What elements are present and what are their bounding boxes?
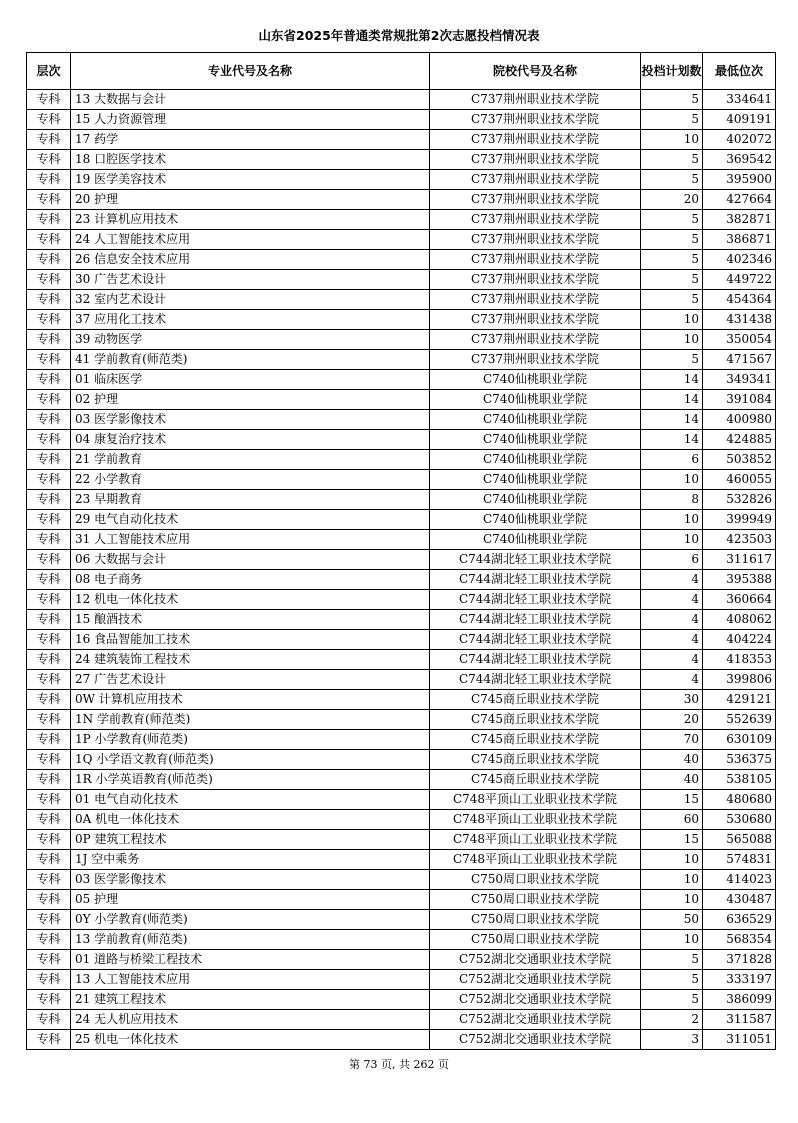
admission-table xyxy=(26,52,776,1050)
cell-min-rank: 536375 xyxy=(703,750,776,770)
cell-level: 专科 xyxy=(27,170,71,190)
cell-plan: 15 xyxy=(641,790,703,810)
table-row xyxy=(27,750,776,770)
cell-min-rank: 574831 xyxy=(703,850,776,870)
table-row xyxy=(27,390,776,410)
cell-major: 25 机电一体化技术 xyxy=(71,1030,430,1050)
table-row xyxy=(27,1030,776,1050)
cell-min-rank: 399806 xyxy=(703,670,776,690)
cell-plan: 40 xyxy=(641,770,703,790)
table-row xyxy=(27,970,776,990)
cell-major: 30 广告艺术设计 xyxy=(71,270,430,290)
cell-level: 专科 xyxy=(27,90,71,110)
cell-level: 专科 xyxy=(27,830,71,850)
cell-major: 24 建筑装饰工程技术 xyxy=(71,650,430,670)
cell-plan: 5 xyxy=(641,290,703,310)
cell-min-rank: 471567 xyxy=(703,350,776,370)
cell-plan: 14 xyxy=(641,370,703,390)
table-row xyxy=(27,270,776,290)
cell-school: C750周口职业技术学院 xyxy=(430,870,641,890)
cell-level: 专科 xyxy=(27,670,71,690)
table-row xyxy=(27,770,776,790)
cell-level: 专科 xyxy=(27,950,71,970)
cell-major: 22 小学教育 xyxy=(71,470,430,490)
cell-min-rank: 386099 xyxy=(703,990,776,1010)
cell-min-rank: 424885 xyxy=(703,430,776,450)
cell-min-rank: 382871 xyxy=(703,210,776,230)
cell-plan: 10 xyxy=(641,330,703,350)
cell-school: C740仙桃职业学院 xyxy=(430,490,641,510)
cell-level: 专科 xyxy=(27,130,71,150)
table-row xyxy=(27,210,776,230)
cell-school: C745商丘职业技术学院 xyxy=(430,770,641,790)
cell-level: 专科 xyxy=(27,610,71,630)
table-row xyxy=(27,370,776,390)
table-row xyxy=(27,350,776,370)
cell-major: 06 大数据与会计 xyxy=(71,550,430,570)
cell-plan: 5 xyxy=(641,90,703,110)
cell-level: 专科 xyxy=(27,150,71,170)
cell-plan: 6 xyxy=(641,450,703,470)
cell-major: 1P 小学教育(师范类) xyxy=(71,730,430,750)
cell-plan: 5 xyxy=(641,250,703,270)
cell-school: C737荆州职业技术学院 xyxy=(430,330,641,350)
table-row xyxy=(27,790,776,810)
cell-school: C737荆州职业技术学院 xyxy=(430,90,641,110)
table-row xyxy=(27,890,776,910)
cell-school: C744湖北轻工职业技术学院 xyxy=(430,670,641,690)
table-row xyxy=(27,250,776,270)
table-row xyxy=(27,530,776,550)
cell-plan: 6 xyxy=(641,550,703,570)
cell-level: 专科 xyxy=(27,410,71,430)
cell-plan: 4 xyxy=(641,670,703,690)
cell-school: C752湖北交通职业技术学院 xyxy=(430,1010,641,1030)
cell-school: C748平顶山工业职业技术学院 xyxy=(430,810,641,830)
cell-school: C750周口职业技术学院 xyxy=(430,910,641,930)
cell-school: C750周口职业技术学院 xyxy=(430,890,641,910)
cell-min-rank: 431438 xyxy=(703,310,776,330)
cell-min-rank: 460055 xyxy=(703,470,776,490)
cell-plan: 14 xyxy=(641,390,703,410)
table-row xyxy=(27,950,776,970)
cell-major: 1Q 小学语文教育(师范类) xyxy=(71,750,430,770)
table-row xyxy=(27,570,776,590)
cell-plan: 10 xyxy=(641,850,703,870)
cell-plan: 4 xyxy=(641,610,703,630)
cell-major: 21 学前教育 xyxy=(71,450,430,470)
cell-major: 03 医学影像技术 xyxy=(71,870,430,890)
cell-major: 26 信息安全技术应用 xyxy=(71,250,430,270)
cell-major: 24 无人机应用技术 xyxy=(71,1010,430,1030)
cell-min-rank: 630109 xyxy=(703,730,776,750)
cell-plan: 10 xyxy=(641,510,703,530)
cell-level: 专科 xyxy=(27,690,71,710)
cell-major: 13 人工智能技术应用 xyxy=(71,970,430,990)
cell-level: 专科 xyxy=(27,310,71,330)
cell-major: 37 应用化工技术 xyxy=(71,310,430,330)
cell-plan: 15 xyxy=(641,830,703,850)
cell-min-rank: 480680 xyxy=(703,790,776,810)
cell-min-rank: 532826 xyxy=(703,490,776,510)
cell-level: 专科 xyxy=(27,1010,71,1030)
cell-level: 专科 xyxy=(27,430,71,450)
cell-level: 专科 xyxy=(27,530,71,550)
cell-major: 01 电气自动化技术 xyxy=(71,790,430,810)
cell-level: 专科 xyxy=(27,870,71,890)
header-plan: 投档计划数 xyxy=(641,53,703,90)
cell-school: C752湖北交通职业技术学院 xyxy=(430,970,641,990)
cell-school: C744湖北轻工职业技术学院 xyxy=(430,630,641,650)
cell-min-rank: 503852 xyxy=(703,450,776,470)
cell-level: 专科 xyxy=(27,110,71,130)
cell-level: 专科 xyxy=(27,390,71,410)
table-row xyxy=(27,90,776,110)
table-row xyxy=(27,470,776,490)
cell-level: 专科 xyxy=(27,550,71,570)
cell-school: C740仙桃职业学院 xyxy=(430,390,641,410)
cell-level: 专科 xyxy=(27,470,71,490)
cell-plan: 5 xyxy=(641,170,703,190)
cell-min-rank: 391084 xyxy=(703,390,776,410)
cell-major: 23 计算机应用技术 xyxy=(71,210,430,230)
table-row xyxy=(27,630,776,650)
cell-min-rank: 395388 xyxy=(703,570,776,590)
cell-level: 专科 xyxy=(27,350,71,370)
cell-min-rank: 360664 xyxy=(703,590,776,610)
cell-major: 1R 小学英语教育(师范类) xyxy=(71,770,430,790)
table-row xyxy=(27,930,776,950)
cell-plan: 20 xyxy=(641,190,703,210)
cell-min-rank: 333197 xyxy=(703,970,776,990)
cell-school: C748平顶山工业职业技术学院 xyxy=(430,790,641,810)
cell-school: C737荆州职业技术学院 xyxy=(430,290,641,310)
cell-min-rank: 334641 xyxy=(703,90,776,110)
table-row xyxy=(27,110,776,130)
cell-major: 01 道路与桥梁工程技术 xyxy=(71,950,430,970)
cell-school: C745商丘职业技术学院 xyxy=(430,710,641,730)
table-row xyxy=(27,150,776,170)
table-row xyxy=(27,310,776,330)
table-row xyxy=(27,490,776,510)
table-body xyxy=(27,90,776,1050)
cell-plan: 5 xyxy=(641,350,703,370)
cell-plan: 10 xyxy=(641,530,703,550)
cell-plan: 5 xyxy=(641,210,703,230)
table-row xyxy=(27,610,776,630)
cell-level: 专科 xyxy=(27,930,71,950)
cell-school: C737荆州职业技术学院 xyxy=(430,350,641,370)
cell-plan: 4 xyxy=(641,570,703,590)
table-row xyxy=(27,450,776,470)
cell-plan: 20 xyxy=(641,710,703,730)
cell-min-rank: 399949 xyxy=(703,510,776,530)
cell-school: C740仙桃职业学院 xyxy=(430,430,641,450)
cell-min-rank: 404224 xyxy=(703,630,776,650)
cell-school: C745商丘职业技术学院 xyxy=(430,750,641,770)
cell-min-rank: 409191 xyxy=(703,110,776,130)
cell-school: C737荆州职业技术学院 xyxy=(430,250,641,270)
page-title: 山东省2025年普通类常规批第2次志愿投档情况表 xyxy=(258,28,540,43)
cell-min-rank: 311587 xyxy=(703,1010,776,1030)
cell-major: 13 大数据与会计 xyxy=(71,90,430,110)
cell-plan: 10 xyxy=(641,470,703,490)
table-row xyxy=(27,910,776,930)
cell-major: 31 人工智能技术应用 xyxy=(71,530,430,550)
cell-major: 23 早期教育 xyxy=(71,490,430,510)
cell-level: 专科 xyxy=(27,710,71,730)
cell-min-rank: 311617 xyxy=(703,550,776,570)
table-row xyxy=(27,410,776,430)
cell-plan: 5 xyxy=(641,150,703,170)
table-row xyxy=(27,870,776,890)
cell-school: C737荆州职业技术学院 xyxy=(430,210,641,230)
cell-level: 专科 xyxy=(27,770,71,790)
cell-plan: 30 xyxy=(641,690,703,710)
cell-school: C750周口职业技术学院 xyxy=(430,930,641,950)
cell-level: 专科 xyxy=(27,850,71,870)
cell-plan: 3 xyxy=(641,1030,703,1050)
cell-level: 专科 xyxy=(27,450,71,470)
cell-min-rank: 400980 xyxy=(703,410,776,430)
cell-major: 0W 计算机应用技术 xyxy=(71,690,430,710)
cell-level: 专科 xyxy=(27,970,71,990)
cell-plan: 70 xyxy=(641,730,703,750)
cell-school: C745商丘职业技术学院 xyxy=(430,690,641,710)
cell-school: C740仙桃职业学院 xyxy=(430,530,641,550)
cell-school: C752湖北交通职业技术学院 xyxy=(430,950,641,970)
cell-min-rank: 568354 xyxy=(703,930,776,950)
cell-min-rank: 423503 xyxy=(703,530,776,550)
cell-plan: 10 xyxy=(641,130,703,150)
cell-major: 16 食品智能加工技术 xyxy=(71,630,430,650)
cell-min-rank: 402346 xyxy=(703,250,776,270)
cell-plan: 60 xyxy=(641,810,703,830)
cell-major: 21 建筑工程技术 xyxy=(71,990,430,1010)
cell-major: 27 广告艺术设计 xyxy=(71,670,430,690)
table-row xyxy=(27,650,776,670)
cell-major: 0Y 小学教育(师范类) xyxy=(71,910,430,930)
cell-min-rank: 636529 xyxy=(703,910,776,930)
cell-min-rank: 395900 xyxy=(703,170,776,190)
table-row xyxy=(27,330,776,350)
cell-plan: 4 xyxy=(641,630,703,650)
cell-major: 20 护理 xyxy=(71,190,430,210)
cell-min-rank: 408062 xyxy=(703,610,776,630)
cell-school: C744湖北轻工职业技术学院 xyxy=(430,550,641,570)
page-footer: 第 73 页, 共 262 页 xyxy=(349,1058,449,1071)
cell-major: 0A 机电一体化技术 xyxy=(71,810,430,830)
cell-school: C748平顶山工业职业技术学院 xyxy=(430,850,641,870)
cell-major: 17 药学 xyxy=(71,130,430,150)
cell-min-rank: 565088 xyxy=(703,830,776,850)
cell-min-rank: 311051 xyxy=(703,1030,776,1050)
cell-major: 15 人力资源管理 xyxy=(71,110,430,130)
cell-plan: 14 xyxy=(641,410,703,430)
cell-major: 1J 空中乘务 xyxy=(71,850,430,870)
cell-min-rank: 430487 xyxy=(703,890,776,910)
header-major: 专业代号及名称 xyxy=(71,53,430,90)
cell-plan: 10 xyxy=(641,930,703,950)
cell-school: C737荆州职业技术学院 xyxy=(430,310,641,330)
cell-school: C748平顶山工业职业技术学院 xyxy=(430,830,641,850)
table-row xyxy=(27,670,776,690)
cell-min-rank: 427664 xyxy=(703,190,776,210)
table-row xyxy=(27,850,776,870)
cell-min-rank: 454364 xyxy=(703,290,776,310)
cell-level: 专科 xyxy=(27,630,71,650)
cell-major: 24 人工智能技术应用 xyxy=(71,230,430,250)
cell-major: 32 室内艺术设计 xyxy=(71,290,430,310)
cell-min-rank: 418353 xyxy=(703,650,776,670)
cell-level: 专科 xyxy=(27,190,71,210)
cell-school: C744湖北轻工职业技术学院 xyxy=(430,590,641,610)
table-row xyxy=(27,550,776,570)
cell-major: 04 康复治疗技术 xyxy=(71,430,430,450)
cell-school: C752湖北交通职业技术学院 xyxy=(430,1030,641,1050)
table-row xyxy=(27,170,776,190)
cell-min-rank: 449722 xyxy=(703,270,776,290)
cell-school: C737荆州职业技术学院 xyxy=(430,190,641,210)
cell-min-rank: 371828 xyxy=(703,950,776,970)
cell-min-rank: 552639 xyxy=(703,710,776,730)
cell-major: 02 护理 xyxy=(71,390,430,410)
cell-school: C737荆州职业技术学院 xyxy=(430,130,641,150)
table-row xyxy=(27,830,776,850)
cell-plan: 40 xyxy=(641,750,703,770)
cell-min-rank: 414023 xyxy=(703,870,776,890)
cell-school: C740仙桃职业学院 xyxy=(430,450,641,470)
cell-major: 41 学前教育(师范类) xyxy=(71,350,430,370)
cell-min-rank: 386871 xyxy=(703,230,776,250)
cell-major: 13 学前教育(师范类) xyxy=(71,930,430,950)
header-min-rank: 最低位次 xyxy=(703,53,776,90)
cell-major: 19 医学美容技术 xyxy=(71,170,430,190)
cell-min-rank: 538105 xyxy=(703,770,776,790)
cell-major: 39 动物医学 xyxy=(71,330,430,350)
cell-major: 1N 学前教育(师范类) xyxy=(71,710,430,730)
cell-plan: 2 xyxy=(641,1010,703,1030)
cell-school: C745商丘职业技术学院 xyxy=(430,730,641,750)
cell-plan: 5 xyxy=(641,230,703,250)
table-row xyxy=(27,430,776,450)
cell-level: 专科 xyxy=(27,650,71,670)
cell-school: C744湖北轻工职业技术学院 xyxy=(430,650,641,670)
cell-level: 专科 xyxy=(27,890,71,910)
cell-plan: 10 xyxy=(641,310,703,330)
cell-major: 18 口腔医学技术 xyxy=(71,150,430,170)
cell-school: C744湖北轻工职业技术学院 xyxy=(430,570,641,590)
cell-level: 专科 xyxy=(27,590,71,610)
table-row xyxy=(27,130,776,150)
cell-major: 01 临床医学 xyxy=(71,370,430,390)
cell-school: C737荆州职业技术学院 xyxy=(430,150,641,170)
cell-plan: 5 xyxy=(641,990,703,1010)
cell-level: 专科 xyxy=(27,370,71,390)
cell-level: 专科 xyxy=(27,730,71,750)
cell-plan: 14 xyxy=(641,430,703,450)
cell-major: 29 电气自动化技术 xyxy=(71,510,430,530)
cell-major: 05 护理 xyxy=(71,890,430,910)
cell-min-rank: 402072 xyxy=(703,130,776,150)
cell-major: 15 酿酒技术 xyxy=(71,610,430,630)
cell-min-rank: 350054 xyxy=(703,330,776,350)
cell-level: 专科 xyxy=(27,210,71,230)
cell-min-rank: 369542 xyxy=(703,150,776,170)
cell-major: 03 医学影像技术 xyxy=(71,410,430,430)
cell-school: C740仙桃职业学院 xyxy=(430,470,641,490)
cell-level: 专科 xyxy=(27,510,71,530)
cell-major: 08 电子商务 xyxy=(71,570,430,590)
table-row xyxy=(27,810,776,830)
cell-level: 专科 xyxy=(27,790,71,810)
cell-level: 专科 xyxy=(27,570,71,590)
cell-school: C737荆州职业技术学院 xyxy=(430,110,641,130)
cell-plan: 8 xyxy=(641,490,703,510)
table-row xyxy=(27,290,776,310)
table-row xyxy=(27,190,776,210)
header-level: 层次 xyxy=(27,53,71,90)
table-row xyxy=(27,1010,776,1030)
cell-school: C740仙桃职业学院 xyxy=(430,410,641,430)
cell-level: 专科 xyxy=(27,230,71,250)
cell-plan: 50 xyxy=(641,910,703,930)
table-row xyxy=(27,730,776,750)
cell-level: 专科 xyxy=(27,1030,71,1050)
cell-plan: 10 xyxy=(641,890,703,910)
table-row xyxy=(27,510,776,530)
cell-school: C737荆州职业技术学院 xyxy=(430,270,641,290)
cell-level: 专科 xyxy=(27,330,71,350)
cell-min-rank: 530680 xyxy=(703,810,776,830)
cell-school: C752湖北交通职业技术学院 xyxy=(430,990,641,1010)
table-row xyxy=(27,230,776,250)
cell-plan: 5 xyxy=(641,950,703,970)
cell-plan: 4 xyxy=(641,590,703,610)
table-row xyxy=(27,590,776,610)
cell-plan: 10 xyxy=(641,870,703,890)
cell-school: C740仙桃职业学院 xyxy=(430,370,641,390)
cell-plan: 4 xyxy=(641,650,703,670)
cell-level: 专科 xyxy=(27,990,71,1010)
cell-min-rank: 349341 xyxy=(703,370,776,390)
cell-level: 专科 xyxy=(27,270,71,290)
cell-level: 专科 xyxy=(27,290,71,310)
header-school: 院校代号及名称 xyxy=(430,53,641,90)
cell-major: 0P 建筑工程技术 xyxy=(71,830,430,850)
table-row xyxy=(27,690,776,710)
cell-plan: 5 xyxy=(641,270,703,290)
cell-level: 专科 xyxy=(27,490,71,510)
cell-school: C744湖北轻工职业技术学院 xyxy=(430,610,641,630)
cell-plan: 5 xyxy=(641,110,703,130)
cell-major: 12 机电一体化技术 xyxy=(71,590,430,610)
cell-level: 专科 xyxy=(27,750,71,770)
cell-school: C740仙桃职业学院 xyxy=(430,510,641,530)
table-header-row xyxy=(27,53,776,90)
table-row xyxy=(27,990,776,1010)
table-row xyxy=(27,710,776,730)
cell-level: 专科 xyxy=(27,910,71,930)
cell-level: 专科 xyxy=(27,250,71,270)
cell-school: C737荆州职业技术学院 xyxy=(430,230,641,250)
cell-school: C737荆州职业技术学院 xyxy=(430,170,641,190)
cell-min-rank: 429121 xyxy=(703,690,776,710)
cell-plan: 5 xyxy=(641,970,703,990)
cell-level: 专科 xyxy=(27,810,71,830)
